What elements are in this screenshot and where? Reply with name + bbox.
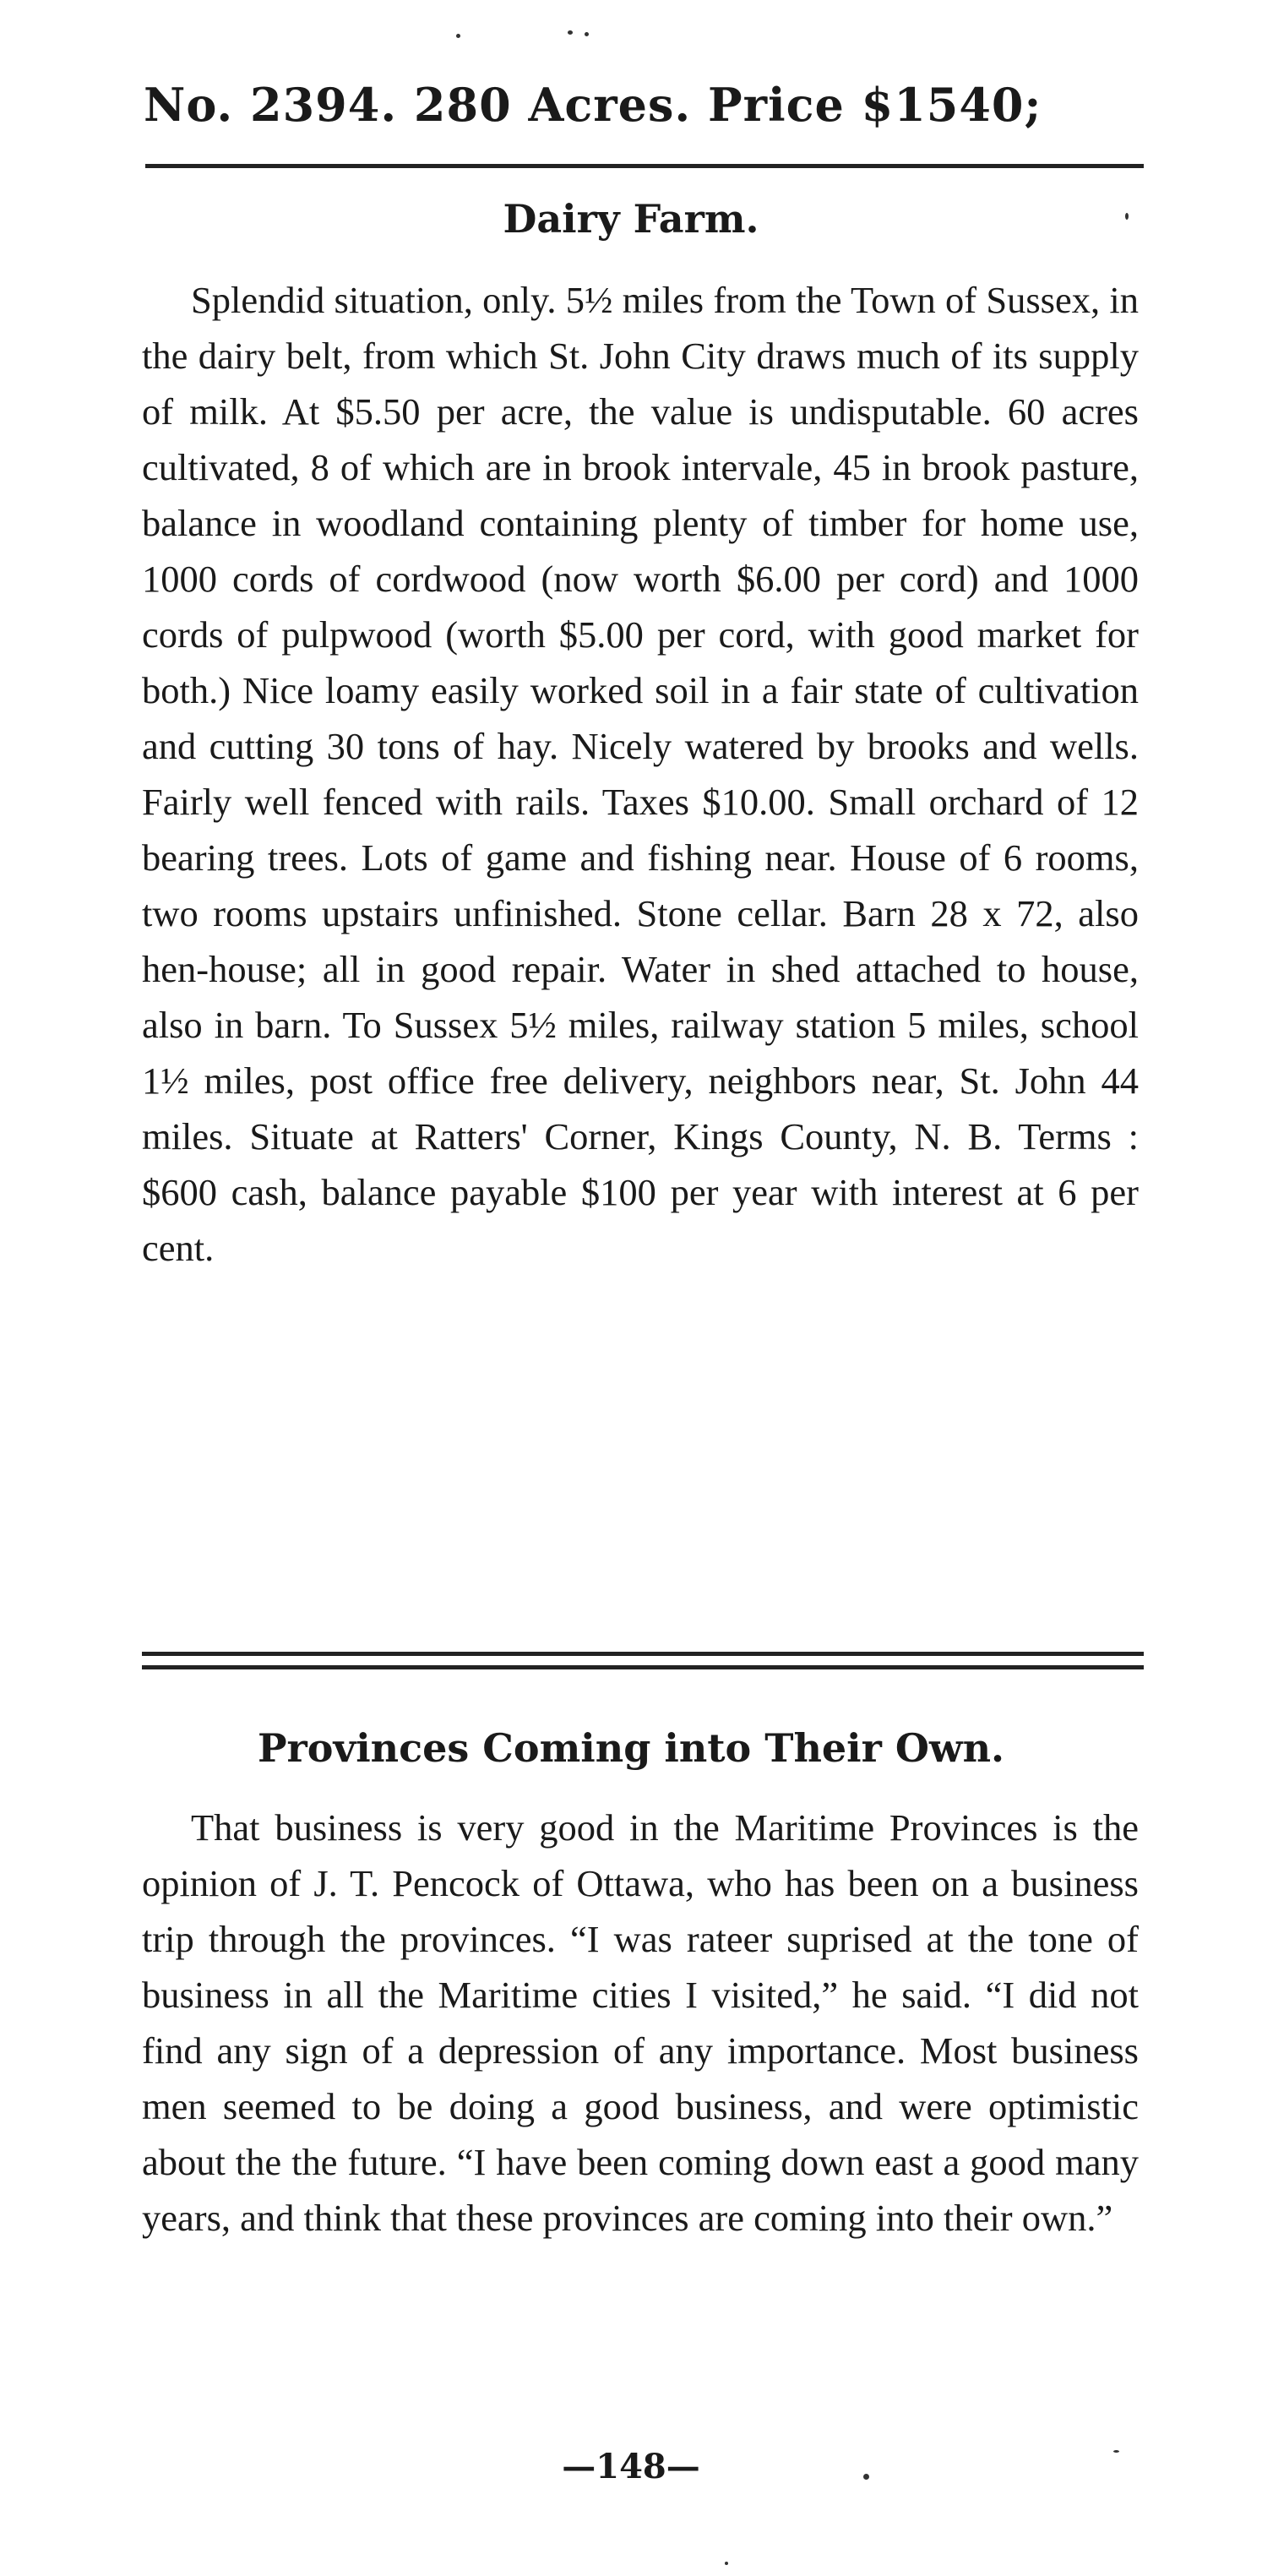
- print-speck: [568, 30, 573, 35]
- divider-line: [142, 1665, 1144, 1669]
- article-title: Provinces Coming into Their Own.: [257, 1725, 1005, 1771]
- divider-line: [142, 1652, 1144, 1656]
- page-number: —148—: [562, 2447, 700, 2486]
- listing-body: Splendid situation, only. 5½ miles from the Town of Sussex, in the dairy belt, from which St. John City draws much of its supply of milk. At $5.50 per acre, the value is undisputable. 60 acres cultivated, 8 of which are in brook intervale, 45 in brook pasture, balance in woodland containing plenty of timber for home use, 1000 cords of cordwood (now worth $6.00 per cord) and 1000 cords of pulpwood (worth $5.00 per cord, with good market for both.) Nice loamy easily worked soil in a fair state of cultivation and cutting 30 tons of hay. Nicely watered by brooks and wells. Fairly well fenced with rails. Taxes $10.00. Small orchard of 12 bearing trees. Lots of game and fishing near. House of 6 rooms, two rooms upstairs unfinished. Stone cellar. Barn 28 x 72, also hen-house; all in good repair. Water in shed attached to house, also in barn. To Sussex 5½ miles, railway station 5 miles, school 1½ miles, post office free delivery, neighbors near, St. John 44 miles. Situate at Ratters' Corner, Kings County, N. B. Terms : $600 cash, balance payable $100 per year with interest at 6 per cent.: [142, 279, 1139, 1269]
- print-speck: [456, 34, 460, 38]
- listing-title: Dairy Farm.: [503, 196, 759, 242]
- print-speck: [725, 2562, 728, 2565]
- listing-header: No. 2394. 280 Acres. Price $1540;: [144, 78, 1042, 132]
- section-divider: [142, 1652, 1144, 1679]
- print-speck: [1113, 2450, 1119, 2453]
- print-speck: [585, 32, 589, 36]
- article-body: That business is very good in the Maritime Provinces is the opinion of J. T. Pencock of Ottawa, who has been on a business trip through the provinces. “I was rateer suprised at the tone of business in all the Maritime cities I visited,” he said. “I did not find any sign of a depression of any importance. Most business men seemed to be doing a good business, and were optimistic about the the future. “I have been coming down east a good many years, and think that these provinces are coming into their own.”: [142, 1806, 1139, 2239]
- print-speck: [863, 2474, 869, 2480]
- header-rule: [145, 164, 1144, 168]
